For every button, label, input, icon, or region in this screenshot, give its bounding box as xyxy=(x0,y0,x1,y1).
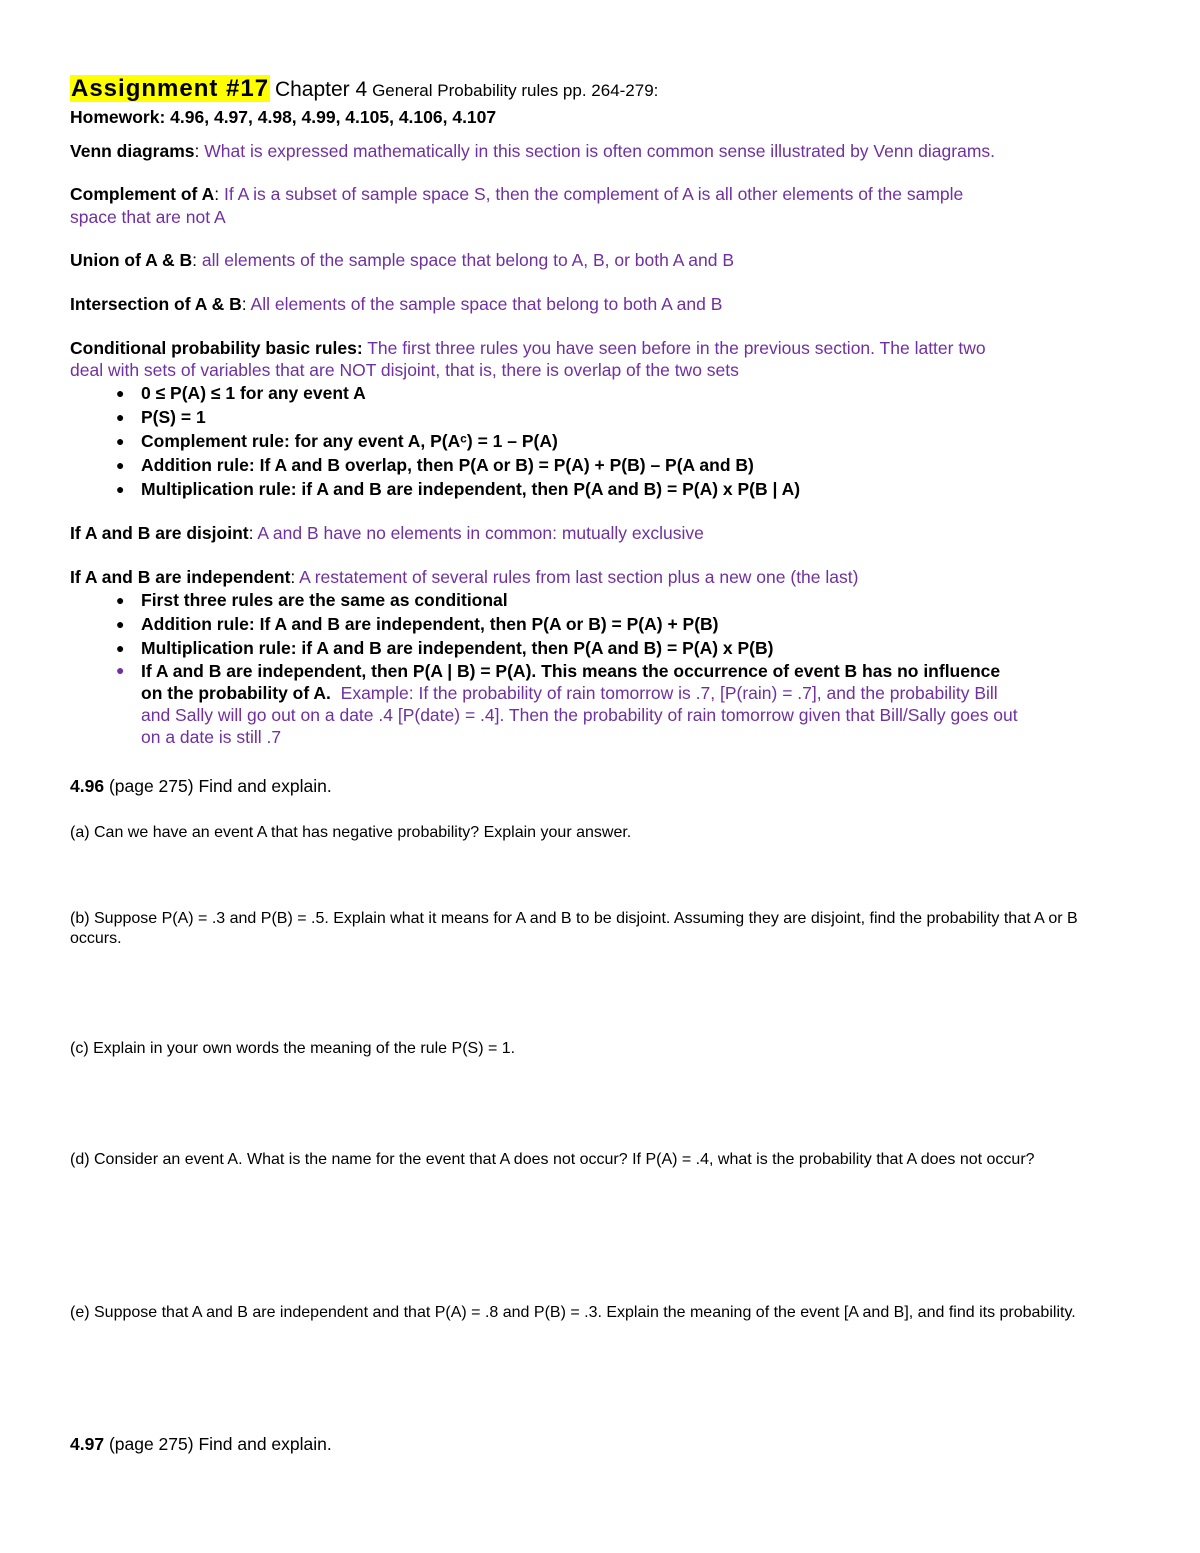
rule-text: on the probability of A. xyxy=(141,683,331,703)
chapter-label: Chapter 4 xyxy=(274,78,368,101)
list-item xyxy=(70,405,800,429)
independent-rules-list xyxy=(70,588,1141,748)
assignment-title: Assignment #17 xyxy=(71,75,270,102)
example-text: and Sally will go out on a date .4 [P(date) = .4]. Then the probability of rain tomorrow given that Bill/Sally goes out xyxy=(141,705,1018,725)
question-part-a: (a) Can we have an event A that has negative probability? Explain your answer. xyxy=(70,824,632,841)
rule-text: P(S) = 1 xyxy=(141,407,206,427)
complement-definition: Complement of A: If A is a subset of sample space S, then the complement of A is all other elements of the sample xyxy=(70,184,964,204)
list-item xyxy=(70,477,800,501)
bullet-icon: ● xyxy=(116,409,125,425)
question-part-c: (c) Explain in your own words the meaning of the rule P(S) = 1. xyxy=(70,1040,516,1057)
independent-definition: If A and B are independent: A restatement of several rules from last section plus a new one (the last) xyxy=(70,567,859,587)
problem-instruction: (page 275) Find and explain. xyxy=(108,1434,332,1454)
bullet-icon: ● xyxy=(116,616,125,632)
conditional-rules-list xyxy=(70,381,800,501)
rule-text: If A and B are independent, then P(A | B) = P(A). This means the occurrence of event B has no influence xyxy=(141,661,1001,681)
example-text: on a date is still .7 xyxy=(141,727,282,747)
bullet-icon: ● xyxy=(116,592,125,608)
union-text: all elements of the sample space that belong to A, B, or both A and B xyxy=(201,250,735,270)
complement-text-line2: space that are not A xyxy=(70,207,226,227)
bullet-icon: ● xyxy=(116,662,125,678)
conditional-text-line2: deal with sets of variables that are NOT disjoint, that is, there is overlap of the two sets xyxy=(70,360,739,380)
list-item xyxy=(70,381,800,405)
question-part-e: (e) Suppose that A and B are independent and that P(A) = .8 and P(B) = .3. Explain the meaning of the event [A and B], and find its probability. xyxy=(70,1304,1076,1321)
disjoint-text: A and B have no elements in common: mutually exclusive xyxy=(257,523,704,543)
example-text: Example: If the probability of rain tomorrow is .7, [P(rain) = .7], and the probability Bill xyxy=(340,683,998,703)
list-item xyxy=(70,588,1141,612)
independent-text: A restatement of several rules from last section plus a new one (the last) xyxy=(299,567,859,587)
list-item xyxy=(70,453,800,477)
disjoint-term: If A and B are disjoint xyxy=(70,523,249,543)
complement-term: Complement of A xyxy=(70,184,215,204)
rule-text: 0 ≤ P(A) ≤ 1 for any event A xyxy=(141,383,366,403)
intersection-text: All elements of the sample space that belong to both A and B xyxy=(250,294,723,314)
bullet-icon: ● xyxy=(116,481,125,497)
question-part-d: (d) Consider an event A. What is the name for the event that A does not occur? If P(A) = .4, what is the probability that A does not occur? xyxy=(70,1151,1035,1168)
problem-instruction: (page 275) Find and explain. xyxy=(108,776,332,796)
rule-text: Complement rule: for any event A, P(Aᶜ) = 1 – P(A) xyxy=(141,431,558,451)
conditional-definition xyxy=(70,337,986,359)
rule-text: Multiplication rule: if A and B are independent, then P(A and B) = P(A) x P(B) xyxy=(141,638,774,658)
homework-list: 4.96, 4.97, 4.98, 4.99, 4.105, 4.106, 4.107 xyxy=(170,107,497,127)
rule-text: Addition rule: If A and B overlap, then P(A or B) = P(A) + P(B) – P(A and B) xyxy=(141,455,754,475)
complement-text-line1: If A is a subset of sample space S, then the complement of A is all other elements of the sample xyxy=(223,184,964,204)
list-item xyxy=(70,612,1141,636)
homework-label: Homework: xyxy=(70,107,166,127)
rule-text: First three rules are the same as conditional xyxy=(141,590,508,610)
problem-heading xyxy=(70,1434,332,1455)
bullet-icon: ● xyxy=(116,457,125,473)
conditional-term: Conditional probability basic rules: xyxy=(70,338,363,358)
conditional-text-line1: The first three rules you have seen before in the previous section. The latter two xyxy=(367,338,986,358)
venn-term: Venn diagrams xyxy=(70,141,195,161)
question-part-b: (b) Suppose P(A) = .3 and P(B) = .5. Explain what it means for A and B to be disjoint. Assuming they are disjoint, find the probability that A or B occurs. xyxy=(70,910,1078,947)
bullet-icon: ● xyxy=(116,640,125,656)
venn-text: What is expressed mathematically in this section is often common sense illustrated by Venn diagrams. xyxy=(204,141,996,161)
list-item xyxy=(70,429,800,453)
rule-text: Multiplication rule: if A and B are independent, then P(A and B) = P(A) x P(B | A) xyxy=(141,479,801,499)
intersection-definition: Intersection of A & B: All elements of the sample space that belong to both A and B xyxy=(70,294,723,314)
problem-number: 4.96 xyxy=(70,776,105,796)
section-subtitle: General Probability rules pp. 264-279: xyxy=(372,81,659,100)
intersection-term: Intersection of A & B xyxy=(70,294,242,314)
list-item xyxy=(70,660,1141,748)
disjoint-definition: If A and B are disjoint: A and B have no elements in common: mutually exclusive xyxy=(70,523,704,543)
venn-definition: Venn diagrams: What is expressed mathematically in this section is often common sense illustrated by Venn diagrams. xyxy=(70,141,996,161)
union-term: Union of A & B xyxy=(70,250,193,270)
bullet-icon: ● xyxy=(116,433,125,449)
assignment-header xyxy=(70,75,658,103)
union-definition: Union of A & B: all elements of the sample space that belong to A, B, or both A and B xyxy=(70,250,735,270)
independent-term: If A and B are independent xyxy=(70,567,291,587)
rule-text: Addition rule: If A and B are independent, then P(A or B) = P(A) + P(B) xyxy=(141,614,719,634)
homework-line xyxy=(70,107,496,128)
problem-heading xyxy=(70,776,332,797)
list-item xyxy=(70,636,1141,660)
bullet-icon: ● xyxy=(116,385,125,401)
problem-number: 4.97 xyxy=(70,1434,105,1454)
